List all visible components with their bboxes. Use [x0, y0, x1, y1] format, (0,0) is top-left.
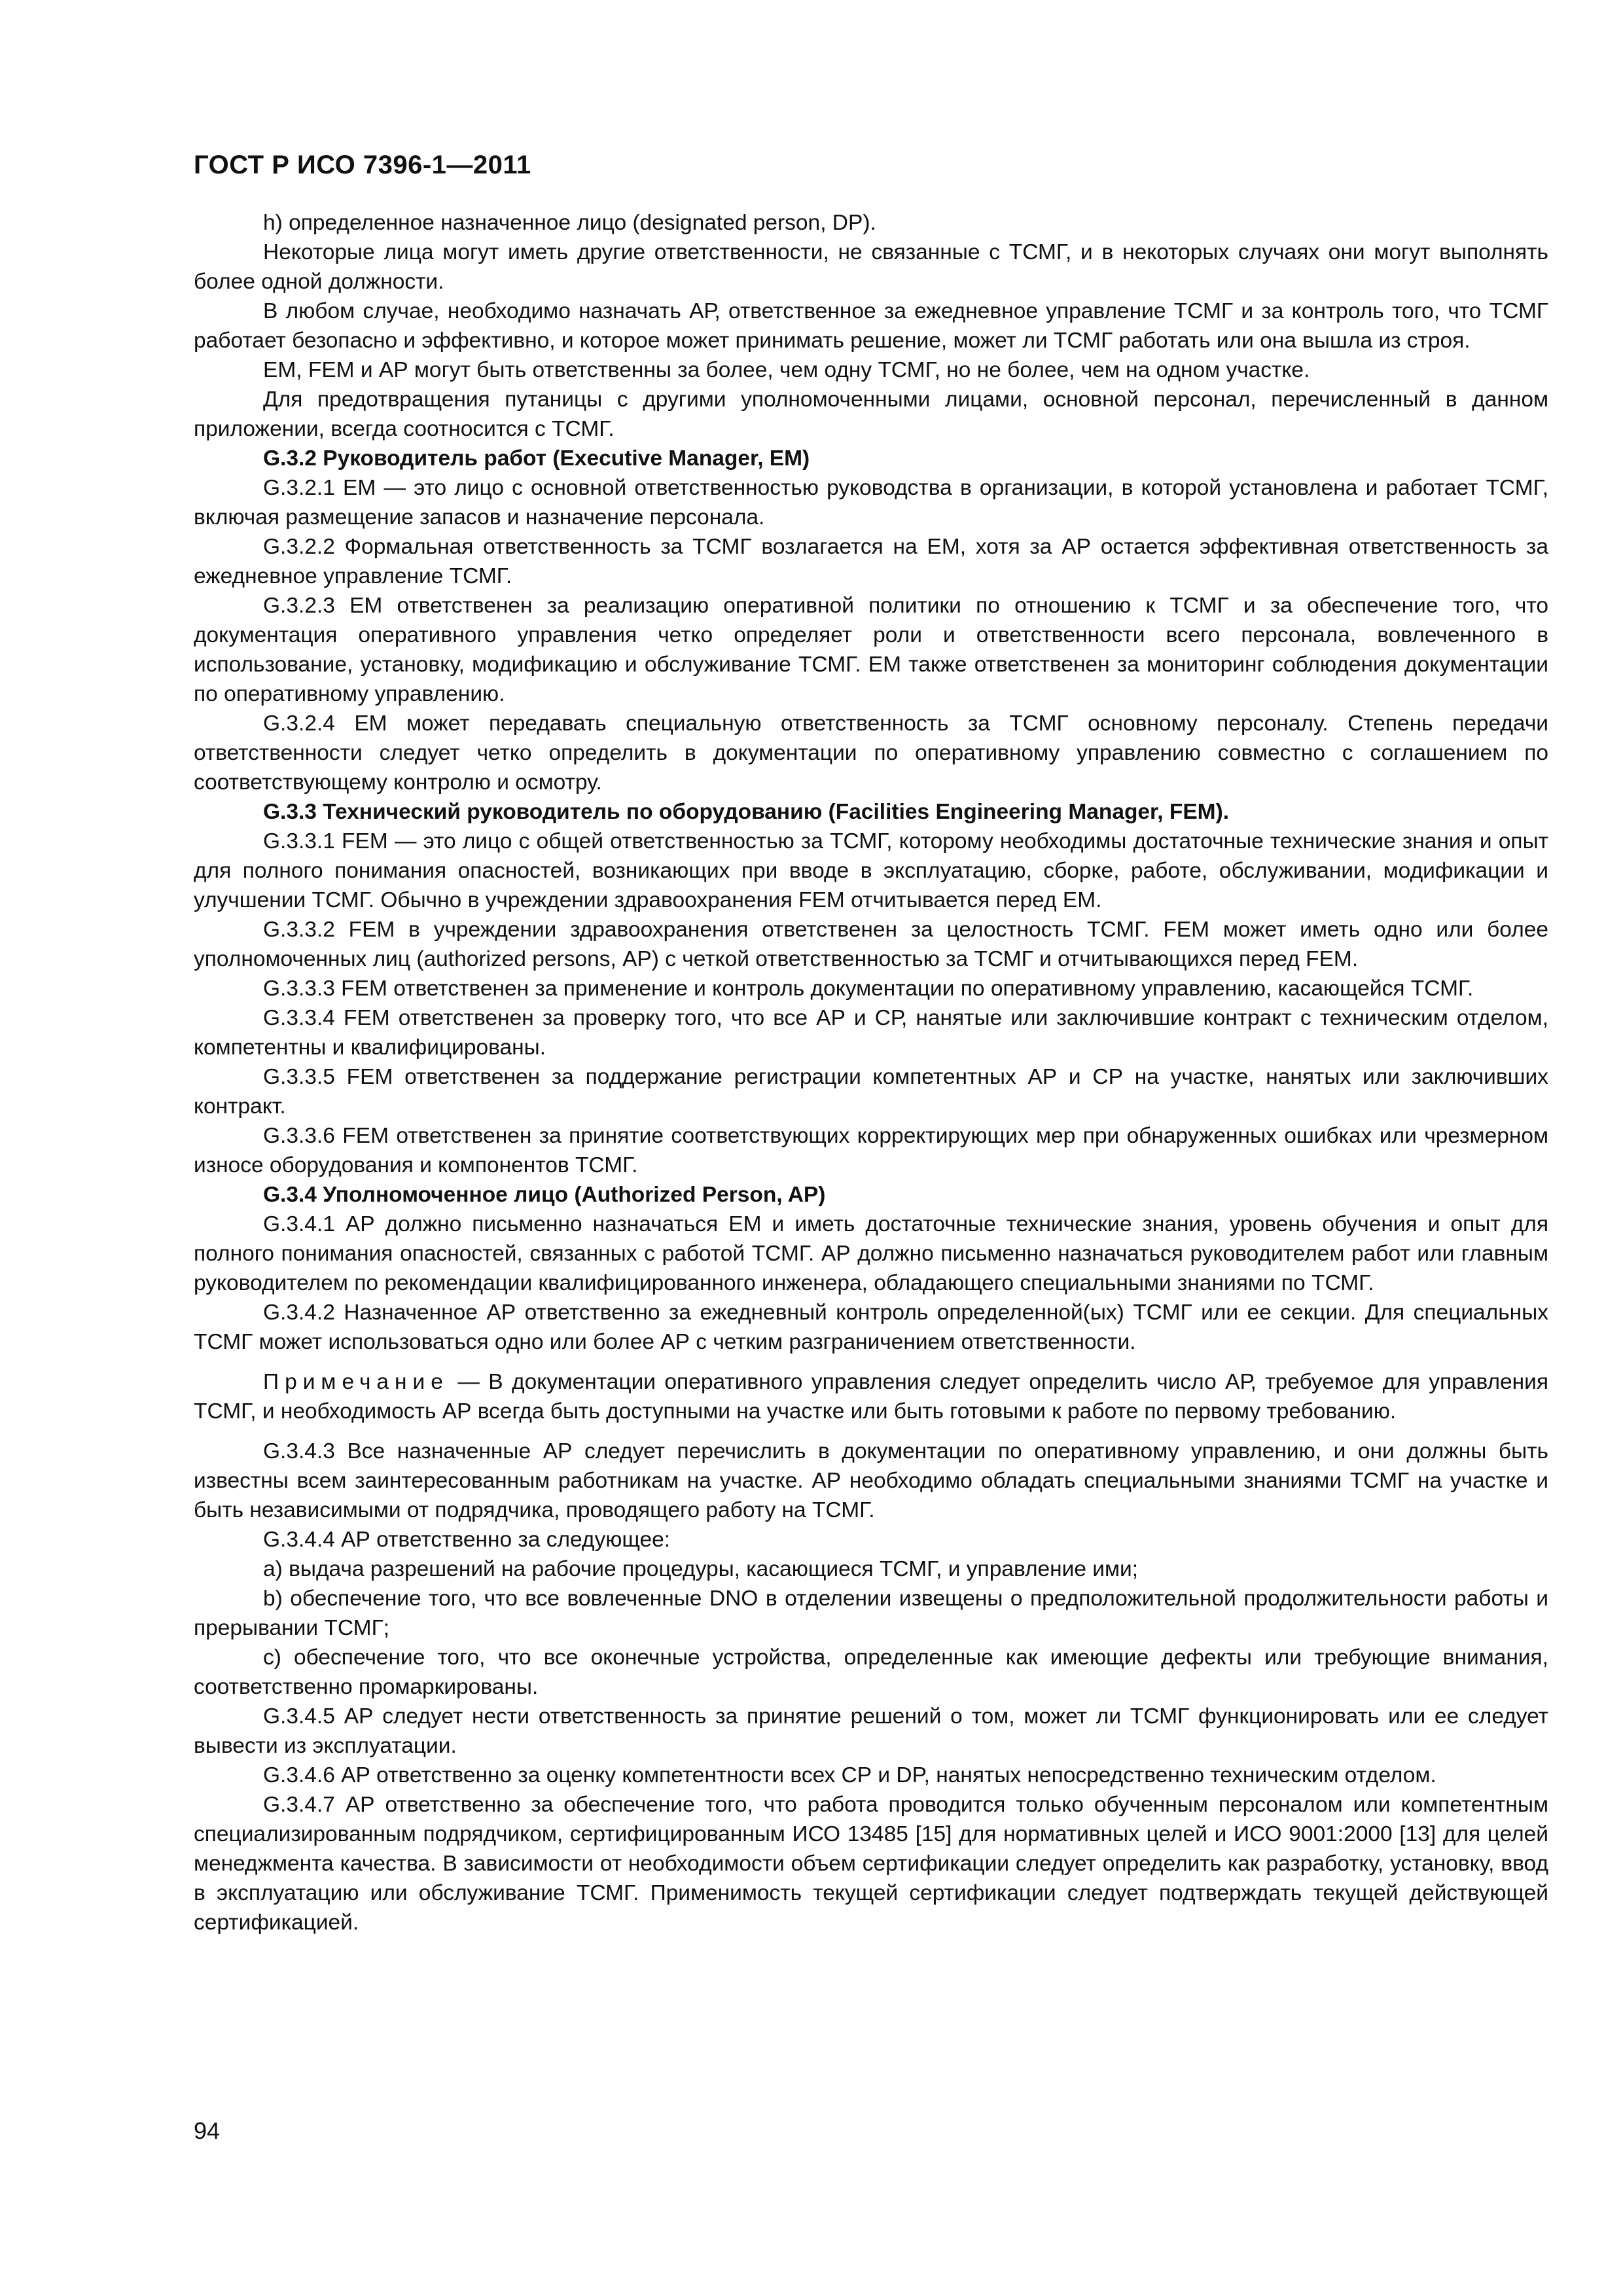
section-heading: G.3.3 Технический руководитель по оборудованию (Facilities Engineering Manager, FEM). [263, 800, 1230, 824]
paragraph: G.3.3.1 FEM — это лицо с общей ответственностью за ТСМГ, которому необходимы достаточные технические знания и опыт для полного понимания опасностей, возникающих при вводе в эксплуатацию, сборке, работе, обслуживании, модификации и улучшении ТСМГ. Обычно в учреждении здравоохранения FEM отчитывается перед ЕМ. [194, 829, 1548, 912]
note-text: — В документации оперативного управления следует определить число АР, требуемое для управления ТСМГ, и необходимость АР всегда быть доступными на участке или быть готовыми к работе по первому требованию. [194, 1370, 1548, 1424]
document-body [194, 208, 1548, 1937]
section-heading: G.3.2 Руководитель работ (Executive Manager, EM) [263, 446, 810, 471]
paragraph: Для предотвращения путаницы с другими уполномоченными лицами, основной персонал, перечисленный в данном приложении, всегда соотносится с ТСМГ. [194, 387, 1548, 441]
section-heading: G.3.4 Уполномоченное лицо (Authorized Person, AP) [263, 1183, 826, 1207]
paragraph: G.3.3.4 FEM ответственен за проверку того, что все АР и СР, нанятые или заключившие контракт с техническим отделом, компетентны и квалифицированы. [194, 1006, 1548, 1060]
paragraph: ЕМ, FEM и АР могут быть ответственны за более, чем одну ТСМГ, но не более, чем на одном участке. [263, 358, 1310, 382]
paragraph: Некоторые лица могут иметь другие ответственности, не связанные с ТСМГ, и в некоторых случаях они могут выполнять более одной должности. [194, 240, 1548, 294]
paragraph: а) выдача разрешений на рабочие процедуры, касающиеся ТСМГ, и управление ими; [263, 1557, 1139, 1581]
paragraph: G.3.4.3 Все назначенные АР следует перечислить в документации по оперативному управлению, и они должны быть известны всем заинтересованным работникам на участке. АР необходимо обладать специальными знаниями ТСМГ на участке и быть независимыми от подрядчика, проводящего работу на ТСМГ. [194, 1439, 1548, 1522]
paragraph: G.3.2.1 ЕМ — это лицо с основной ответственностью руководства в организации, в которой установлена и работает ТСМГ, включая размещение запасов и назначение персонала. [194, 476, 1548, 529]
paragraph: G.3.3.5 FEM ответственен за поддержание регистрации компетентных АР и СР на участке, нанятых или заключивших контракт. [194, 1065, 1548, 1119]
paragraph: G.3.4.7 АР ответственно за обеспечение того, что работа проводится только обученным персоналом или компетентным специализированным подрядчиком, сертифицированным ИСО 13485 [15] для нормативных целей и ИСО 9001:2000 [13] для целей менеджмента качества. В зависимости от необходимости объем сертификации следует определить как разработку, установку, ввод в эксплуатацию или обслуживание ТСМГ. Применимость текущей сертификации следует подтверждать текущей действующей сертификацией. [194, 1793, 1548, 1935]
paragraph: G.3.4.2 Назначенное АР ответственно за ежедневный контроль определенной(ых) ТСМГ или ее секции. Для специальных ТСМГ может использоваться одно или более АР с четким разграничением ответственности. [194, 1300, 1548, 1354]
paragraph: G.3.3.3 FEM ответственен за применение и контроль документации по оперативному управлению, касающейся ТСМГ. [263, 977, 1474, 1001]
paragraph: G.3.2.3 ЕМ ответственен за реализацию оперативной политики по отношению к ТСМГ и за обеспечение того, что документация оперативного управления четко определяет роли и ответственности всего персонала, вовлеченного в использование, установку, модификацию и обслуживание ТСМГ. ЕМ также ответственен за мониторинг соблюдения документации по оперативному управлению. [194, 594, 1548, 706]
paragraph: G.3.4.1 АР должно письменно назначаться ЕМ и иметь достаточные технические знания, уровень обучения и опыт для полного понимания опасностей, связанных с работой ТСМГ. АР должно письменно назначаться руководителем работ или главным руководителем по рекомендации квалифицированного инженера, обладающего специальными знаниями по ТСМГ. [194, 1212, 1548, 1295]
paragraph: В любом случае, необходимо назначать АР, ответственное за ежедневное управление ТСМГ и за контроль того, что ТСМГ работает безопасно и эффективно, и которое может принимать решение, может ли ТСМГ работать или она вышла из строя. [194, 299, 1548, 353]
paragraph: с) обеспечение того, что все оконечные устройства, определенные как имеющие дефекты или требующие внимания, соответственно промаркированы. [194, 1645, 1548, 1699]
note-label: Примечание [263, 1370, 449, 1394]
paragraph: G.3.2.4 ЕМ может передавать специальную ответственность за ТСМГ основному персоналу. Степень передачи ответственности следует четко определить в документации по оперативному управлению совместно с соглашением по соответствующему контролю и осмотру. [194, 711, 1548, 795]
paragraph: b) обеспечение того, что все вовлеченные DNO в отделении извещены о предположительной продолжительности работы и прерывании ТСМГ; [194, 1587, 1548, 1640]
document-header: ГОСТ Р ИСО 7396-1—2011 [194, 151, 531, 179]
paragraph: G.3.4.4 АР ответственно за следующее: [263, 1528, 671, 1552]
note-paragraph [194, 1367, 1548, 1426]
paragraph: G.3.2.2 Формальная ответственность за ТСМГ возлагается на ЕМ, хотя за АР остается эффективная ответственность за ежедневное управление ТСМГ. [194, 535, 1548, 588]
page-number: 94 [194, 2117, 221, 2144]
paragraph: G.3.3.6 FEM ответственен за принятие соответствующих корректирующих мер при обнаруженных ошибках или чрезмерном износе оборудования и компонентов ТСМГ. [194, 1124, 1548, 1177]
paragraph: G.3.3.2 FEM в учреждении здравоохранения ответственен за целостность ТСМГ. FEM может иметь одно или более уполномоченных лиц (authorized persons, АР) с четкой ответственностью за ТСМГ и отчитывающихся перед FEM. [194, 918, 1548, 971]
paragraph: G.3.4.6 АР ответственно за оценку компетентности всех СР и DP, нанятых непосредственно техническим отделом. [263, 1763, 1436, 1787]
paragraph: h) определенное назначенное лицо (designated person, DP). [263, 211, 876, 235]
paragraph: G.3.4.5 АР следует нести ответственность за принятие решений о том, может ли ТСМГ функционировать или ее следует вывести из эксплуатации. [194, 1704, 1548, 1758]
